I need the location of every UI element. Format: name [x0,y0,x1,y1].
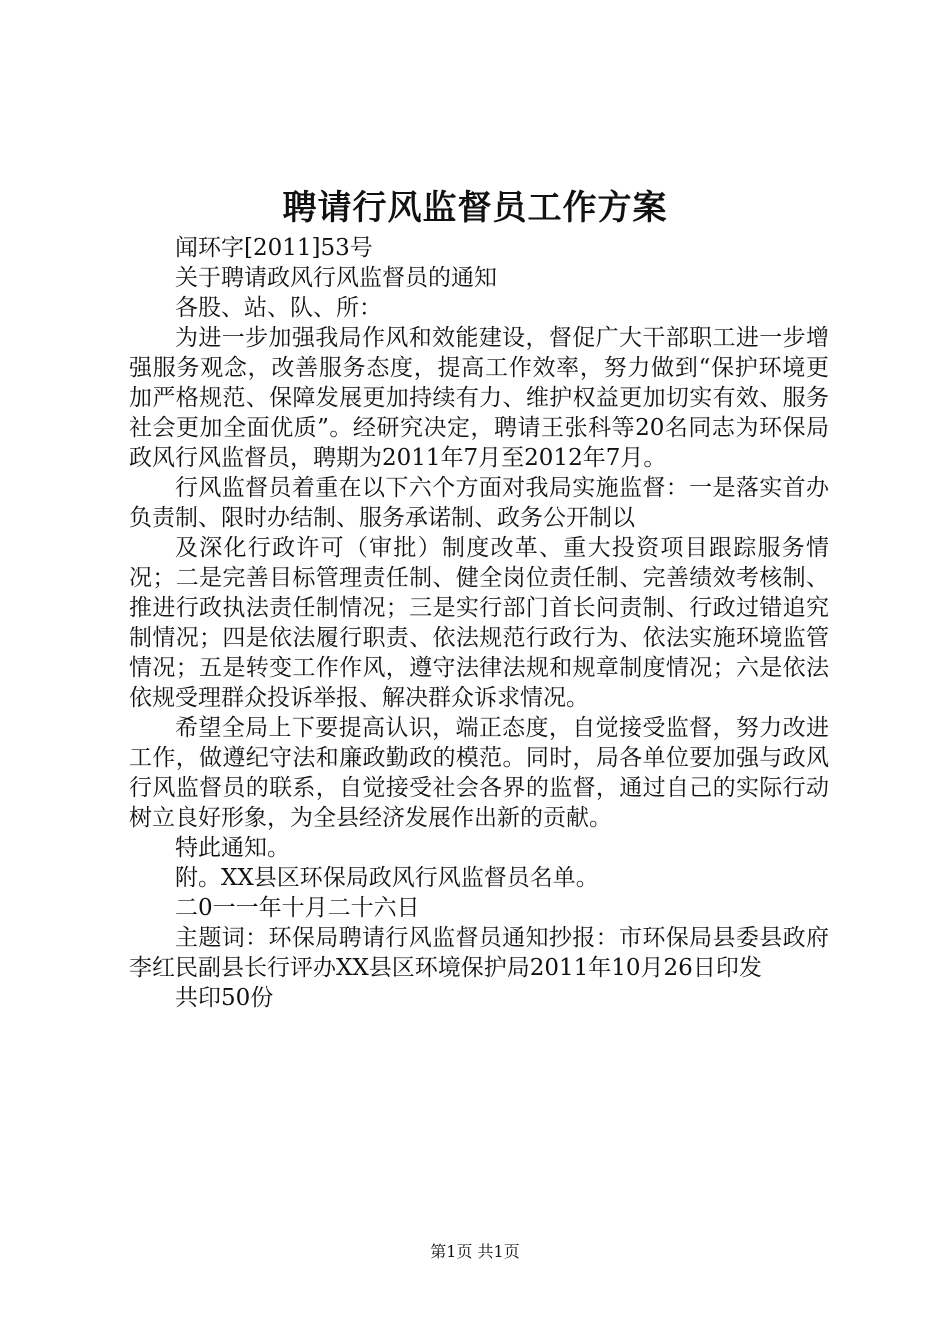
attachment-line: 附。XX县区环保局政风行风监督员名单。 [175,865,599,891]
body-paragraph: 行风监督员着重在以下六个方面对我局实施监督：一是落实首办负责制、限时办结制、服务承诺制、政务公开制以 [129,475,829,531]
document-body [129,233,829,1013]
body-paragraph: 及深化行政许可（审批）制度改革、重大投资项目跟踪服务情况；二是完善目标管理责任制、健全岗位责任制、完善绩效考核制、推进行政执法责任制情况；三是实行部门首长问责制、行政过错追究制情况；四是依法履行职责、依法规范行政行为、依法实施环境监管情况；五是转变工作作风，遵守法律法规和规章制度情况；六是依法依规受理群众投诉举报、解决群众诉求情况。 [129,535,829,711]
closing-line: 特此通知。 [175,835,290,861]
print-count-line: 共印50份 [175,985,274,1011]
body-paragraph: 为进一步加强我局作风和效能建设，督促广大干部职工进一步增强服务观念，改善服务态度，提高工作效率，努力做到“保护环境更加严格规范、保障发展更加持续有力、维护权益更加切实有效、服务社会更加全面优质”。经研究决定，聘请王张科等20名同志为环保局政风行风监督员，聘期为2011年7月至2012年7月。 [129,325,829,471]
document-number: 闻环字[2011]53号 [175,235,373,261]
notice-heading: 关于聘请政风行风监督员的通知 [175,265,497,291]
body-paragraph: 希望全局上下要提高认识，端正态度，自觉接受监督，努力改进工作，做遵纪守法和廉政勤政的模范。同时，局各单位要加强与政风行风监督员的联系，自觉接受社会各界的监督，通过自己的实际行动树立良好形象，为全县经济发展作出新的贡献。 [129,715,829,831]
subject-words-line: 主题词：环保局聘请行风监督员通知抄报：市环保局县委县政府李红民副县长行评办XX县区环境保护局2011年10月26日印发 [129,925,829,981]
document-title: 聘请行风监督员工作方案 [282,188,668,228]
date-line: 二0一一年十月二十六日 [175,895,420,921]
page-footer: 第1页 共1页 [430,1242,520,1261]
addressee-line: 各股、站、队、所： [175,295,382,321]
